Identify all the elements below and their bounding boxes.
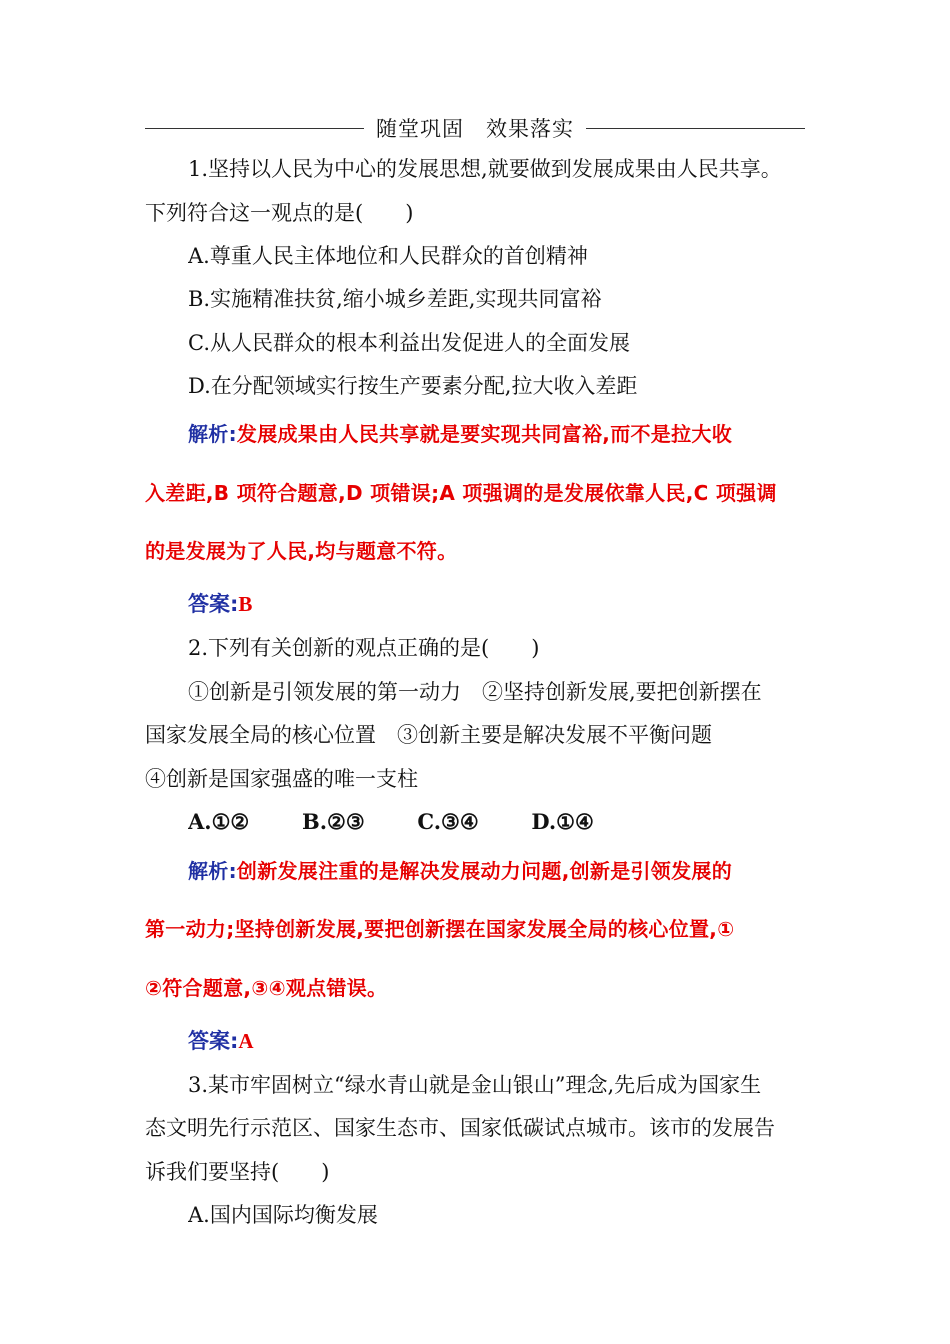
q2-option-a: A.①② [188, 809, 250, 834]
q1-option-b: B.实施精准扶贫,缩小城乡差距,实现共同富裕 [188, 287, 602, 311]
q1-analysis-label: 解析: [188, 422, 237, 446]
q1-stem-line1: 1.坚持以人民为中心的发展思想,就要做到发展成果由人民共享。 [188, 157, 782, 181]
header-rule-right [586, 128, 805, 129]
q2-answer-label: 答案: [188, 1029, 239, 1053]
q2-option-b: B.②③ [301, 809, 365, 834]
q3-stem-line3: 诉我们要坚持( ) [145, 1160, 330, 1184]
q2-option-c: C.③④ [417, 809, 479, 834]
q2-analysis-label: 解析: [188, 859, 237, 883]
q1-option-c: C.从人民群众的根本利益出发促进人的全面发展 [188, 331, 630, 355]
q2-analysis-line2: 第一动力;坚持创新发展,要把创新摆在国家发展全局的核心位置,① [145, 917, 735, 941]
section-title: 随堂巩固 效果落实 [376, 117, 574, 141]
q1-answer-label: 答案: [188, 592, 239, 616]
q1-analysis-line1 [188, 419, 809, 449]
q1-answer-value: B [238, 592, 253, 616]
q1-analysis-text1: 发展成果由人民共享就是要实现共同富裕,而不是拉大收 [236, 422, 733, 446]
header-rule-left [145, 128, 364, 129]
q3-option-a: A.国内国际均衡发展 [188, 1203, 378, 1227]
q2-statement-line2: 国家发展全局的核心位置 ③创新主要是解决发展不平衡问题 [145, 723, 712, 747]
q1-analysis-line3: 的是发展为了人民,均与题意不符。 [145, 539, 458, 563]
q2-analysis-line1 [188, 856, 809, 886]
q2-statement-line1: ①创新是引领发展的第一动力 ②坚持创新发展,要把创新摆在 [188, 680, 762, 704]
section-header [145, 110, 805, 146]
q3-stem-line2: 态文明先行示范区、国家生态市、国家低碳试点城市。该市的发展告 [145, 1116, 775, 1140]
q3-stem-line1: 3.某市牢固树立“绿水青山就是金山银山”理念,先后成为国家生 [188, 1073, 762, 1097]
q1-option-a: A.尊重人民主体地位和人民群众的首创精神 [188, 244, 588, 268]
q2-answer-value: A [238, 1029, 254, 1053]
q2-statement-line3: ④创新是国家强盛的唯一支柱 [145, 767, 418, 791]
q1-option-d: D.在分配领域实行按生产要素分配,拉大收入差距 [188, 374, 638, 398]
q2-analysis-text1: 创新发展注重的是解决发展动力问题,创新是引领发展的 [236, 859, 733, 883]
q2-option-d: D.①④ [531, 809, 594, 834]
q2-options [188, 807, 809, 837]
q2-answer [188, 1026, 809, 1056]
q1-answer [188, 589, 809, 619]
q1-analysis-line2: 入差距,B 项符合题意,D 项错误;A 项强调的是发展依靠人民,C 项强调 [145, 481, 777, 505]
q2-stem: 2.下列有关创新的观点正确的是( ) [188, 636, 540, 660]
q1-stem-line2: 下列符合这一观点的是( ) [145, 201, 414, 225]
q2-analysis-line3: ②符合题意,③④观点错误。 [145, 976, 388, 1000]
